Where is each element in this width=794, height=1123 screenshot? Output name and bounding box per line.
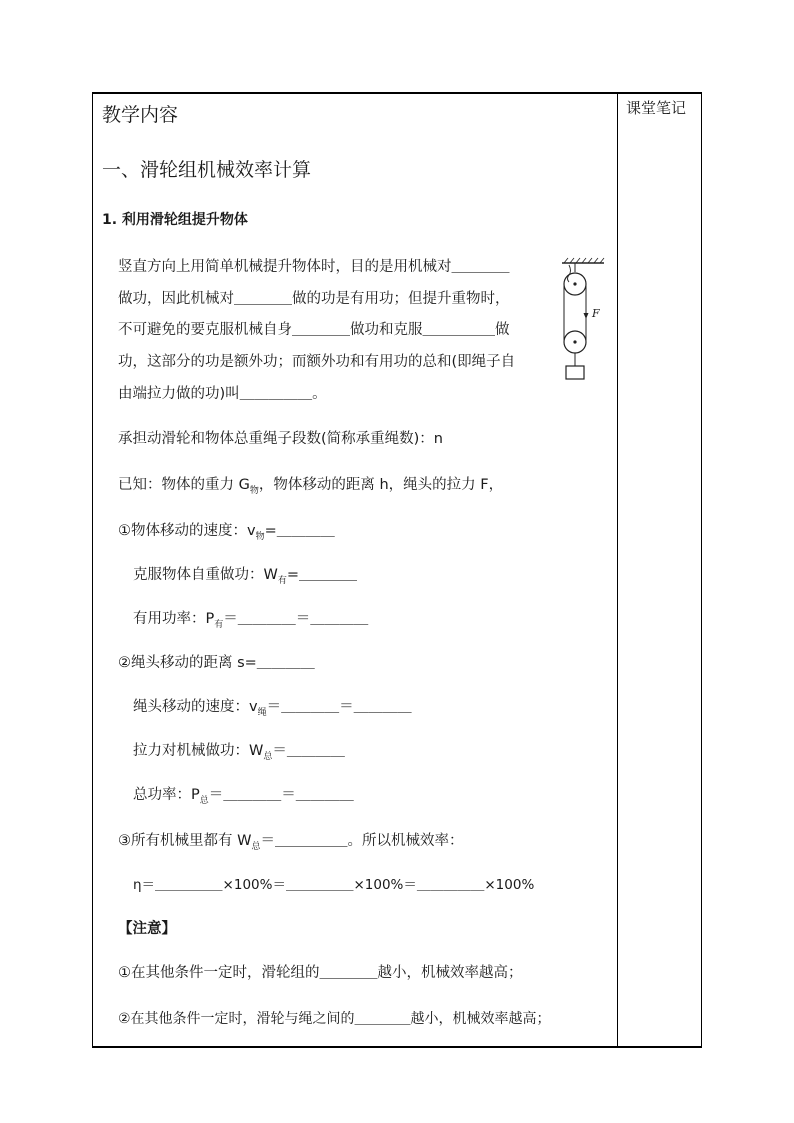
note-item: ②在其他条件一定时，滑轮与绳之间的＿＿＿＿越小，机械效率越高； xyxy=(118,1011,551,1027)
known-line: 已知：物体的重力 $G_物$，物体移动的距离 h，绳头的拉力 F， xyxy=(118,477,504,496)
rope-count-line: 承担动滑轮和物体总重绳子段数(简称承重绳数)：n xyxy=(118,431,444,447)
force-label: F xyxy=(592,307,600,320)
note-item: ①在其他条件一定时，滑轮组的＿＿＿＿越小，机械效率越高； xyxy=(118,965,523,981)
force-arrow-icon xyxy=(584,313,589,319)
intro-line: 做功，因此机械对＿＿＿＿做的功是有用功；但提升重物时， xyxy=(118,291,510,307)
total-work-relation-line: ③所有机械里都有 $W_总=\_\_\_\_\_$。所以机械效率： xyxy=(118,833,464,852)
intro-line: 竖直方向上用简单机械提升物体时，目的是用机械对＿＿＿＿ xyxy=(118,259,510,275)
table-top-border xyxy=(92,92,702,94)
intro-line: 功，这部分的功是额外功；而额外功和有用功的总和(即绳子自 xyxy=(118,354,516,370)
table-bottom-border xyxy=(92,1046,702,1048)
rope-anchor xyxy=(568,265,571,282)
table-left-border xyxy=(92,92,93,1048)
intro-line: 不可避免的要克服机械自身＿＿＿＿做功和克服＿＿＿＿＿做 xyxy=(118,322,510,338)
pulley-diagram xyxy=(558,255,608,385)
movable-pulley-axle xyxy=(573,340,576,343)
notes-column-header: 课堂笔记 xyxy=(626,99,687,117)
object-speed-line: ①物体移动的速度：$v_物=\_\_\_\_$ xyxy=(118,523,335,542)
table-right-border xyxy=(701,92,702,1048)
rope-distance-line: ②绳头移动的距离 s=＿＿＿＿ xyxy=(118,655,315,671)
subsection-heading: 1. 利用滑轮组提升物体 xyxy=(102,212,248,228)
fixed-pulley-axle xyxy=(573,282,576,285)
efficiency-formula: η＝＿＿＿＿＿×100%＝＿＿＿＿＿×100%＝＿＿＿＿＿×100% xyxy=(133,877,535,893)
table-column-divider xyxy=(617,92,618,1048)
rope-speed-line: 绳头移动的速度：$v_绳=\_\_\_\_=\_\_\_\_$ xyxy=(133,699,412,718)
load-block xyxy=(566,366,584,379)
total-power-line: 总功率：$P_总=\_\_\_\_=\_\_\_\_$ xyxy=(133,787,354,806)
page-title: 教学内容 xyxy=(102,104,179,126)
useful-power-line: 有用功率：$P_有=\_\_\_\_=\_\_\_\_$ xyxy=(133,611,369,630)
total-work-line: 拉力对机械做功：$W_总=\_\_\_\_$ xyxy=(133,743,345,762)
section-heading: 一、滑轮组机械效率计算 xyxy=(102,159,312,181)
intro-line: 由端拉力做的功)叫＿＿＿＿＿。 xyxy=(118,386,327,402)
note-heading: 【注意】 xyxy=(118,921,176,937)
useful-work-line: 克服物体自重做功：$W_有=\_\_\_\_$ xyxy=(133,567,358,586)
